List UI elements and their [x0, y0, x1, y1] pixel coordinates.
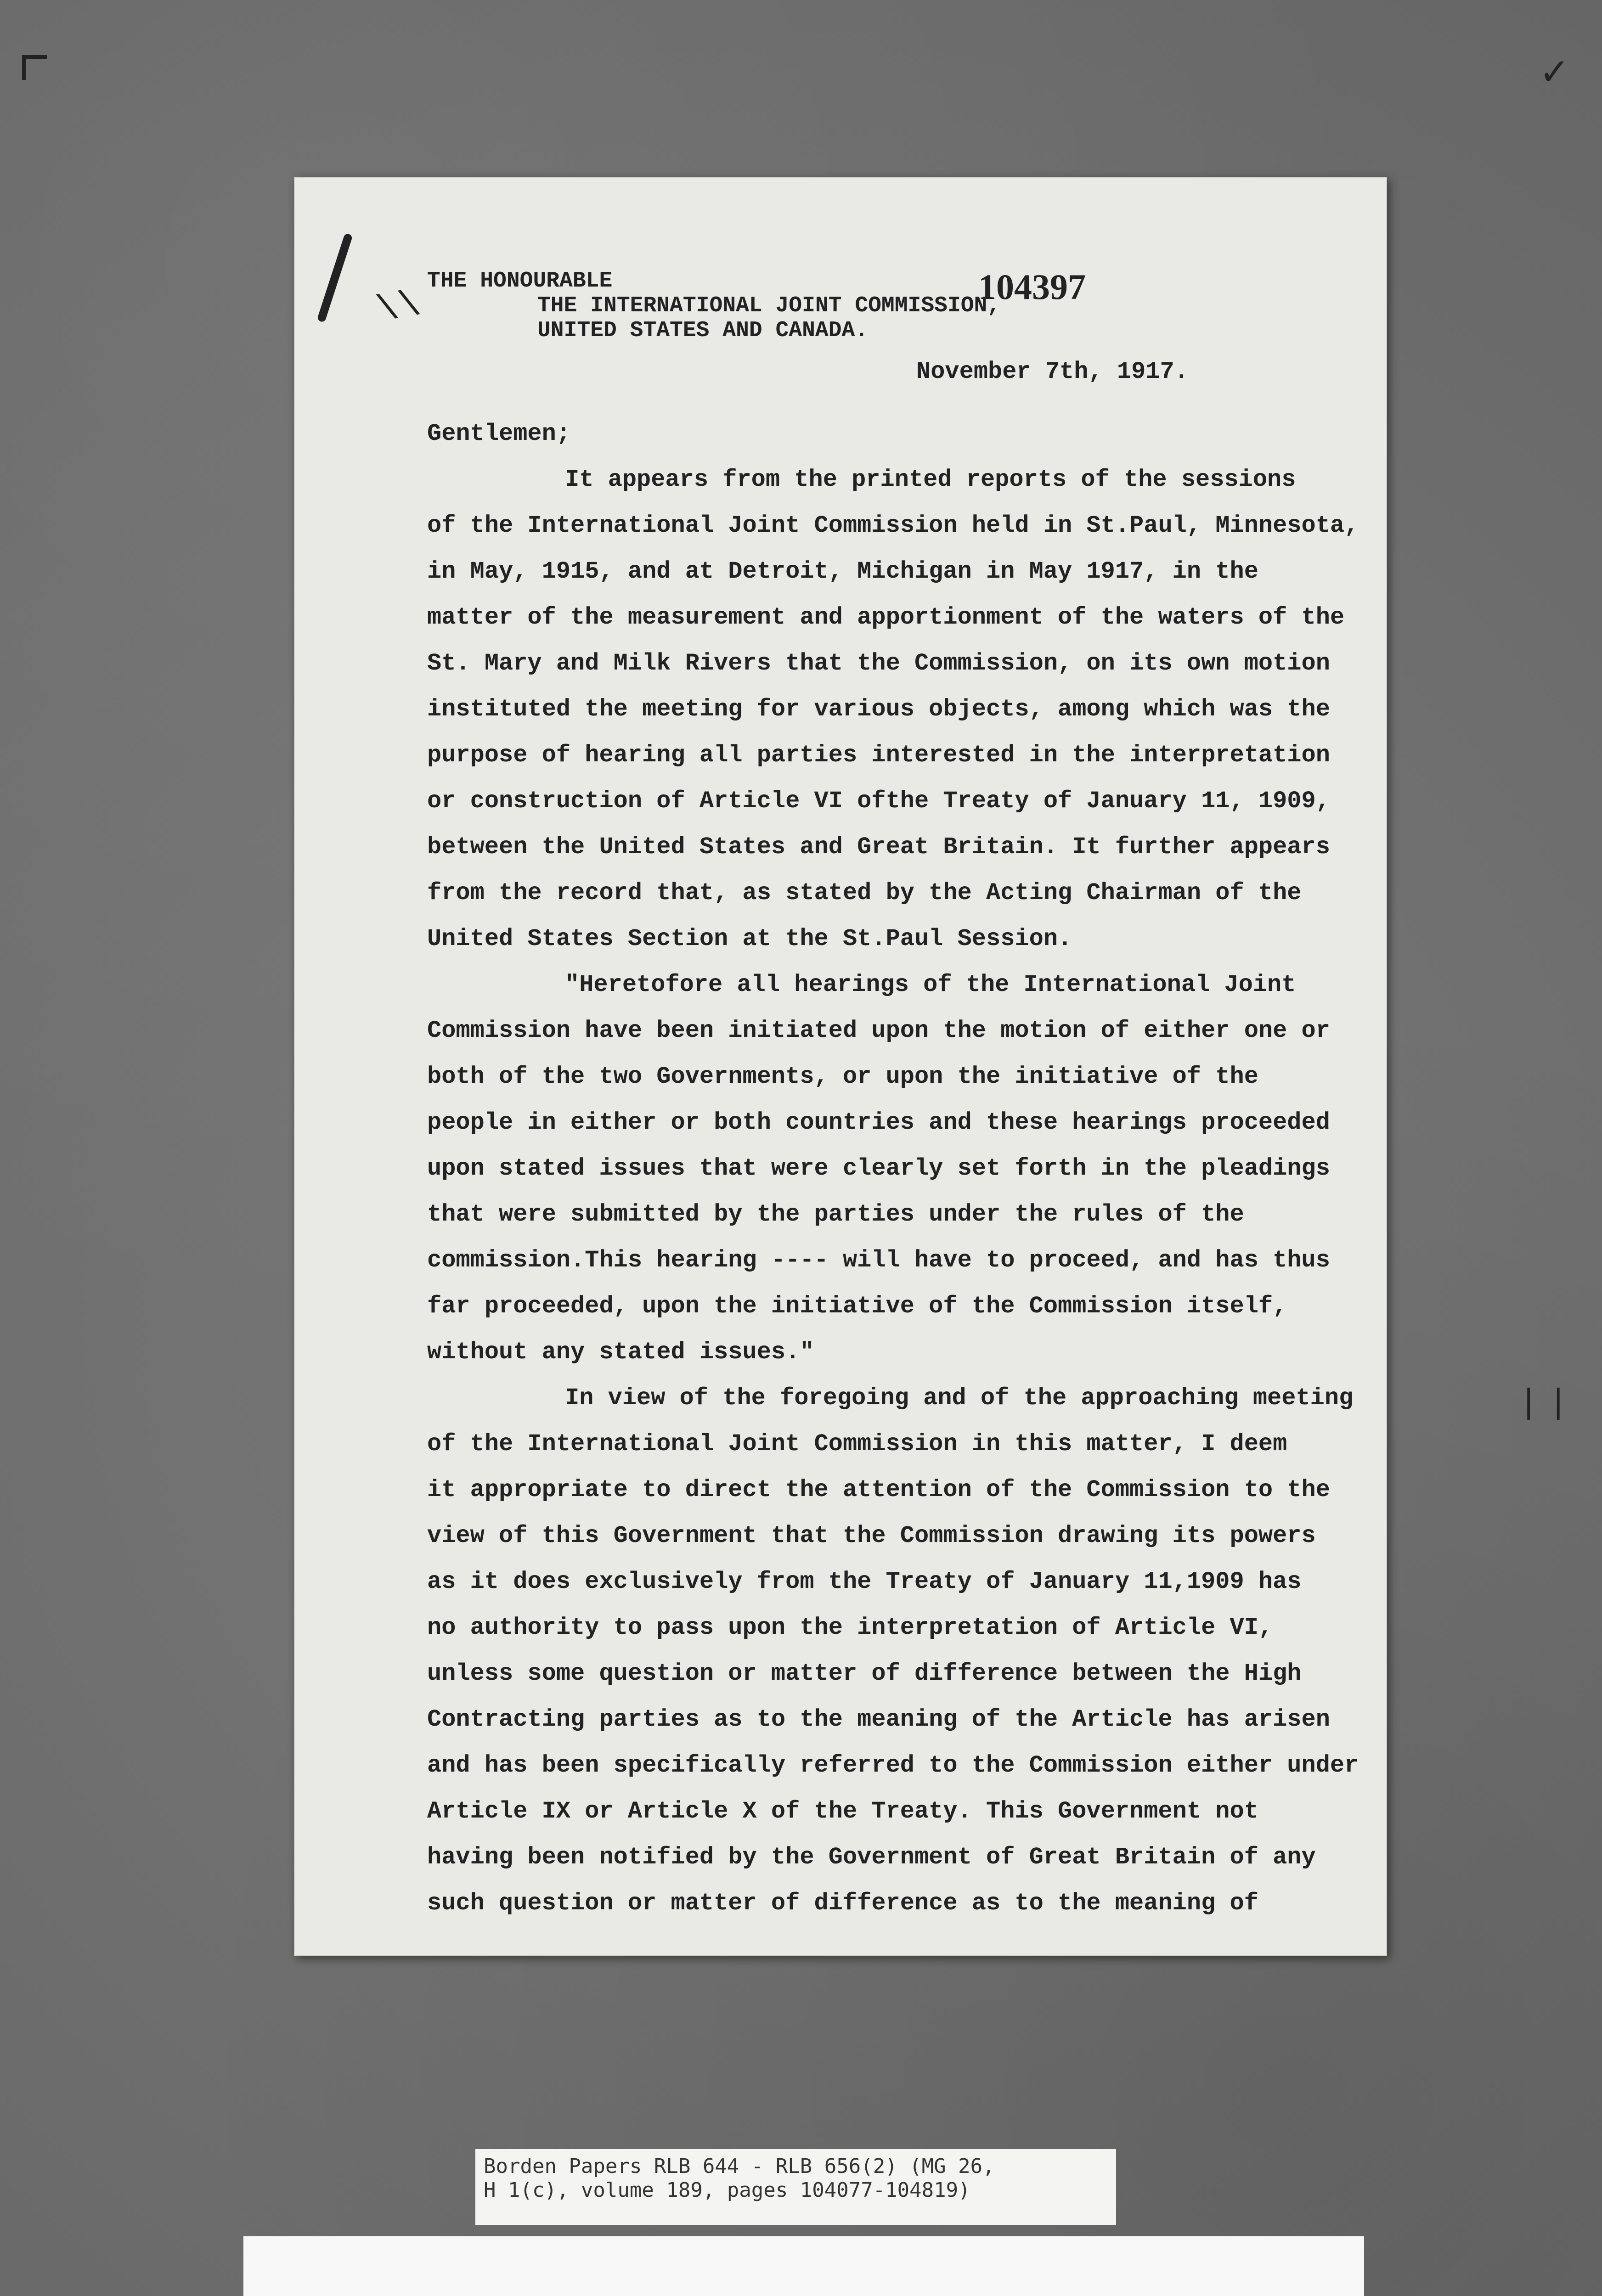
letter-date: November 7th, 1917. — [916, 358, 1189, 385]
body-line: such question or matter of difference as to the meaning of — [427, 1890, 1258, 1917]
letter-page — [294, 177, 1387, 1956]
body-line: instituted the meeting for various objects, among which was the — [427, 696, 1330, 723]
body-line: It appears from the printed reports of the sessions — [565, 466, 1296, 493]
body-line: unless some question or matter of difference between the High — [427, 1660, 1302, 1687]
body-line: both of the two Governments, or upon the initiative of the — [427, 1063, 1258, 1090]
addressee-line-1: THE HONOURABLE — [427, 269, 613, 293]
body-line: "Heretofore all hearings of the International Joint — [565, 971, 1296, 998]
handwritten-stroke — [317, 233, 353, 323]
body-line: having been notified by the Government of Great Britain of any — [427, 1844, 1316, 1871]
addressee-line-3: UNITED STATES AND CANADA. — [537, 318, 869, 343]
film-corner-mark — [22, 55, 47, 80]
archive-label-card — [243, 2236, 1364, 2296]
body-line: commission.This hearing ---- will have to proceed, and has thus — [427, 1247, 1330, 1274]
body-line: no authority to pass upon the interpretation of Article VI, — [427, 1614, 1273, 1641]
body-line: and has been specifically referred to the Commission either under — [427, 1752, 1359, 1779]
body-line: Contracting parties as to the meaning of the Article has arisen — [427, 1706, 1330, 1733]
body-line: United States Section at the St.Paul Session. — [427, 925, 1072, 952]
film-edge-mark: ✓ — [1539, 51, 1570, 93]
body-line: purpose of hearing all parties interested in the interpretation — [427, 742, 1330, 769]
film-side-mark: ❘❘ — [1515, 1382, 1574, 1420]
letter-text — [427, 269, 1359, 1926]
body-line: from the record that, as stated by the Acting Chairman of the — [427, 879, 1302, 906]
citation-slip — [475, 2149, 1116, 2225]
body-line: between the United States and Great Britain. It further appears — [427, 833, 1330, 861]
body-line: Commission have been initiated upon the motion of either one or — [427, 1017, 1330, 1044]
addressee-block — [427, 269, 1346, 343]
body-line: In view of the foregoing and of the approaching meeting — [565, 1384, 1354, 1412]
body-line: people in either or both countries and these hearings proceeded — [427, 1109, 1330, 1136]
body-line: view of this Government that the Commission drawing its powers — [427, 1522, 1316, 1549]
body-line: Article IX or Article X of the Treaty. This Government not — [427, 1798, 1258, 1825]
body-line: as it does exclusively from the Treaty of January 11,1909 has — [427, 1568, 1302, 1595]
body-line: in May, 1915, and at Detroit, Michigan in May 1917, in the — [427, 558, 1258, 585]
citation-line-1: Borden Papers RLB 644 - RLB 656(2) (MG 26, — [484, 2155, 995, 2178]
body-line: or construction of Article VI ofthe Treaty of January 11, 1909, — [427, 788, 1330, 815]
body-line: upon stated issues that were clearly set forth in the pleadings — [427, 1155, 1330, 1182]
salutation: Gentlemen; — [427, 420, 571, 447]
addressee-line-2: THE INTERNATIONAL JOINT COMMISSION, — [537, 293, 1001, 318]
body-line: St. Mary and Milk Rivers that the Commission, on its own motion — [427, 650, 1330, 677]
handwritten-quote-mark: \\ — [373, 283, 424, 332]
body-line: it appropriate to direct the attention of the Commission to the — [427, 1476, 1330, 1503]
document-number: 104397 — [978, 267, 1086, 307]
body-line: matter of the measurement and apportionment of the waters of the — [427, 604, 1345, 631]
body-line: that were submitted by the parties under the rules of the — [427, 1201, 1244, 1228]
body-line: far proceeded, upon the initiative of the Commission itself, — [427, 1293, 1287, 1320]
body-line: of the International Joint Commission held in St.Paul, Minnesota, — [427, 512, 1359, 539]
body-line: of the International Joint Commission in this matter, I deem — [427, 1430, 1287, 1458]
body-line: without any stated issues." — [427, 1339, 814, 1366]
citation-line-2: H 1(c), volume 189, pages 104077-104819) — [484, 2178, 970, 2202]
